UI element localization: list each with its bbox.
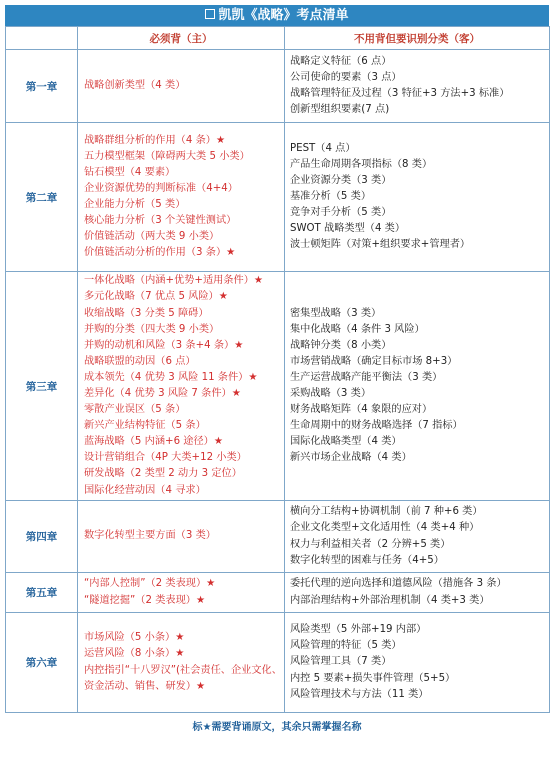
optional-item: 企业文化类型+文化适用性（4 类+4 种） bbox=[290, 522, 480, 534]
optional-item: 采购战略（3 类） bbox=[290, 388, 372, 399]
must-item: 并购的分类（四大类 9 小类） bbox=[84, 323, 220, 335]
must-item: 战略联盟的动因（6 点） bbox=[84, 355, 196, 367]
optional-item: 市场营销战略（确定目标市场 8+3） bbox=[290, 355, 458, 367]
must-item: 差异化（4 优势 3 风险 7 条件）★ bbox=[84, 388, 241, 399]
optional-item: 内控 5 要素+损失事件管理（5+5） bbox=[290, 672, 456, 684]
footer-note: 标★需要背诵原文，其余只需掌握名称 bbox=[192, 722, 362, 733]
must-item: “隧道挖掘”（2 类表现）★ bbox=[84, 594, 206, 606]
title-bar bbox=[5, 5, 549, 26]
must-item: 成本领先（4 优势 3 风险 11 条件）★ bbox=[84, 371, 258, 383]
must-item: 收缩战略（3 分类 5 障碍） bbox=[84, 307, 209, 319]
optional-item: 生命周期中的财务战略选择（7 指标） bbox=[290, 420, 463, 432]
must-item: 内控指引“十八罗汉”(社会责任、企业文化、资金活动、销售、研发）★ bbox=[84, 664, 282, 692]
header-chapter bbox=[6, 27, 78, 50]
optional-item: 风险管理工具（7 类） bbox=[290, 656, 392, 668]
optional-cell bbox=[285, 272, 550, 501]
chapter-cell: 第六章 bbox=[6, 613, 78, 713]
must-memorize-cell bbox=[78, 613, 285, 713]
chapter-cell: 第一章 bbox=[6, 50, 78, 123]
must-memorize-cell bbox=[78, 573, 285, 613]
optional-item: 风险管理的特征（5 类） bbox=[290, 640, 402, 652]
optional-item: 数字化转型的困难与任务（4+5） bbox=[290, 554, 444, 566]
must-item: 蓝海战略（5 内涵+6 途径）★ bbox=[84, 436, 223, 448]
optional-item: 内部治理结构+外部治理机制（4 类+3 类） bbox=[290, 594, 490, 606]
must-item: 一体化战略（内涵+优势+适用条件）★ bbox=[84, 275, 264, 287]
optional-item: 集中化战略（4 条件 3 风险） bbox=[290, 323, 425, 335]
optional-item: SWOT 战略类型（4 类） bbox=[290, 223, 406, 235]
optional-item: 风险类型（5 外部+19 内部） bbox=[290, 624, 427, 636]
optional-cell bbox=[285, 123, 550, 272]
optional-item: 基准分析（5 类） bbox=[290, 190, 372, 202]
checklist-table bbox=[5, 26, 550, 713]
optional-item: 公司使命的要素（3 点） bbox=[290, 71, 402, 83]
header-row bbox=[6, 27, 550, 50]
must-item: 价值链活动（两大类 9 小类） bbox=[84, 231, 220, 243]
chapter-cell: 第五章 bbox=[6, 573, 78, 613]
must-item: “内部人控制”（2 类表现）★ bbox=[84, 578, 216, 590]
must-item: 研发战略（2 类型 2 动力 3 定位） bbox=[84, 468, 242, 480]
must-item: 新兴产业结构特征（5 条） bbox=[84, 420, 206, 432]
table-row bbox=[6, 272, 550, 501]
optional-item: PEST（4 点） bbox=[290, 142, 356, 154]
must-item: 企业资源优势的判断标准（4+4） bbox=[84, 182, 238, 194]
must-item: 核心能力分析（3 个关键性测试） bbox=[84, 215, 237, 227]
optional-item: 战略定义特征（6 点） bbox=[290, 55, 392, 67]
optional-item: 横向分工结构+协调机制（前 7 种+6 类） bbox=[290, 506, 483, 518]
must-item: 战略创新类型（4 类） bbox=[84, 79, 186, 91]
optional-item: 委托代理的逆向选择和道德风险（措施各 3 条） bbox=[290, 578, 507, 590]
must-item: 五力模型框架（障碍两大类 5 小类） bbox=[84, 150, 250, 162]
must-item: 设计营销组合（4P 大类+12 小类） bbox=[84, 452, 247, 464]
must-memorize-cell bbox=[78, 272, 285, 501]
checklist-page bbox=[5, 5, 549, 733]
table-row bbox=[6, 573, 550, 613]
optional-item: 风险管理技术与方法（11 类） bbox=[290, 688, 429, 700]
header-must: 必须背（主） bbox=[78, 27, 285, 50]
must-memorize-cell bbox=[78, 123, 285, 272]
must-item: 企业能力分析（5 类） bbox=[84, 199, 186, 210]
optional-item: 生产运营战略产能平衡法（3 类） bbox=[290, 371, 443, 383]
optional-item: 新兴市场企业战略（4 类） bbox=[290, 452, 412, 464]
optional-cell bbox=[285, 501, 550, 573]
table-row bbox=[6, 50, 550, 123]
must-item: 战略群组分析的作用（4 条）★ bbox=[84, 134, 226, 146]
optional-item: 战略钟分类（8 小类） bbox=[290, 339, 392, 351]
must-item: 零散产业误区（5 条） bbox=[84, 404, 186, 416]
optional-cell bbox=[285, 50, 550, 123]
optional-item: 竞争对手分析（5 类） bbox=[290, 207, 392, 219]
optional-item: 产品生命周期各项指标（8 类） bbox=[290, 158, 433, 170]
table-body bbox=[6, 50, 550, 713]
optional-item: 财务战略矩阵（4 象限的应对） bbox=[290, 404, 433, 416]
must-memorize-cell bbox=[78, 50, 285, 123]
optional-cell bbox=[285, 613, 550, 713]
must-item: 数字化转型主要方面（3 类） bbox=[84, 530, 216, 542]
must-item: 市场风险（5 小条）★ bbox=[84, 632, 185, 644]
must-item: 国际化经营动因（4 寻求） bbox=[84, 484, 206, 496]
optional-item: 创新型组织要素(7 点) bbox=[290, 104, 390, 116]
checkbox-icon bbox=[205, 9, 215, 19]
chapter-cell: 第四章 bbox=[6, 501, 78, 573]
page-title: 凯凯《战略》考点清单 bbox=[218, 8, 349, 23]
table-row bbox=[6, 123, 550, 272]
optional-item: 国际化战略类型（4 类） bbox=[290, 436, 402, 448]
must-item: 多元化战略（7 优点 5 风险）★ bbox=[84, 291, 228, 303]
header-optional: 不用背但要识别分类（客） bbox=[285, 27, 550, 50]
optional-cell bbox=[285, 573, 550, 613]
chapter-cell: 第三章 bbox=[6, 272, 78, 501]
table-row bbox=[6, 613, 550, 713]
optional-item: 密集型战略（3 类） bbox=[290, 307, 382, 319]
must-memorize-cell bbox=[78, 501, 285, 573]
optional-item: 企业资源分类（3 类） bbox=[290, 174, 392, 186]
must-item: 运营风险（8 小条）★ bbox=[84, 648, 185, 660]
must-item: 并购的动机和风险（3 条+4 条）★ bbox=[84, 339, 244, 351]
optional-item: 战略管理特征及过程（3 特征+3 方法+3 标准） bbox=[290, 88, 510, 99]
optional-item: 权力与利益相关者（2 分辨+5 类） bbox=[290, 538, 451, 550]
must-item: 钻石模型（4 要素） bbox=[84, 166, 176, 178]
chapter-cell: 第二章 bbox=[6, 123, 78, 272]
optional-item: 波士顿矩阵（对策+组织要求+管理者） bbox=[290, 239, 471, 251]
table-row bbox=[6, 501, 550, 573]
must-item: 价值链活动分析的作用（3 条）★ bbox=[84, 247, 236, 259]
